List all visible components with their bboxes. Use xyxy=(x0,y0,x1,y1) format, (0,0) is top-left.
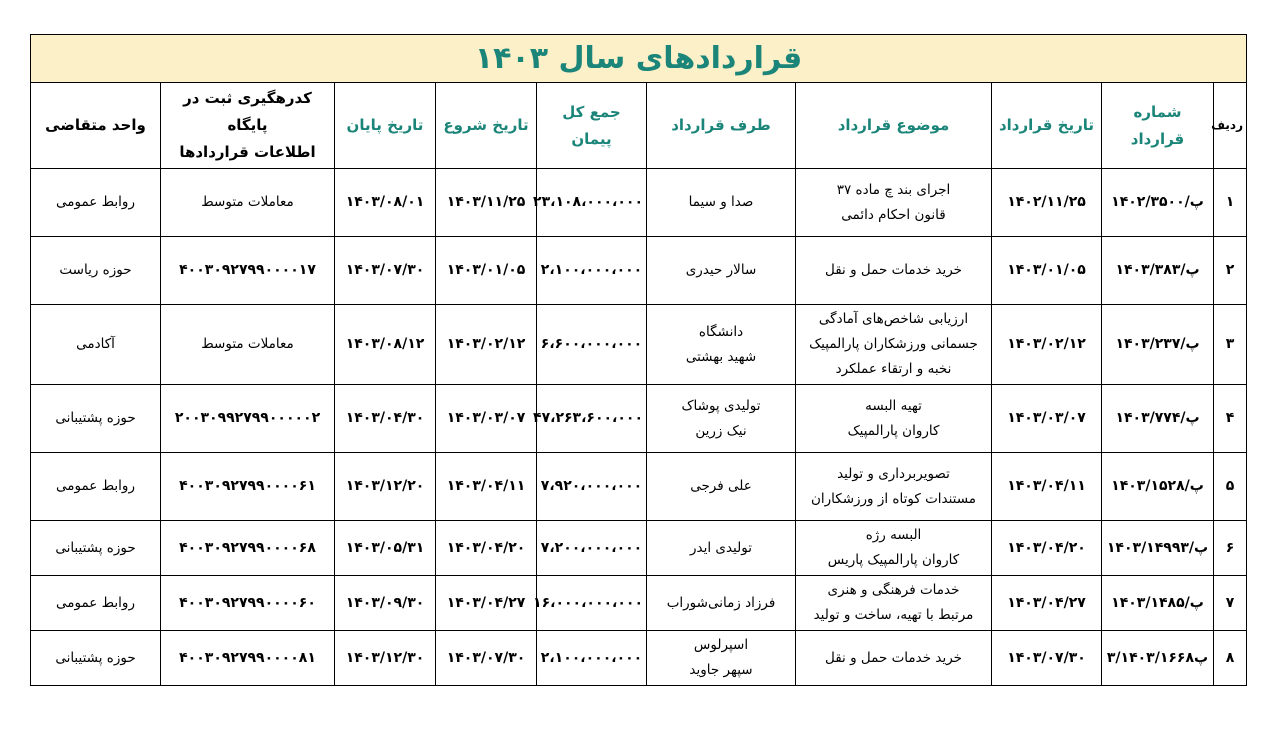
cell-end-date: ۱۴۰۳/۰۵/۳۱ xyxy=(335,521,436,576)
cell-end-date: ۱۴۰۳/۱۲/۲۰ xyxy=(335,453,436,521)
cell-contract-subject-line: جسمانی ورزشکاران پارالمپیک xyxy=(809,336,978,352)
cell-contract-subject xyxy=(796,521,992,576)
header-start-date: تاریخ شروع xyxy=(436,83,537,169)
cell-contract-date: ۱۴۰۳/۰۷/۳۰ xyxy=(992,631,1102,686)
table-row xyxy=(31,385,1247,453)
cell-tracking-code: معاملات متوسط xyxy=(161,169,335,237)
cell-row-number: ۶ xyxy=(1214,521,1247,576)
table-row xyxy=(31,305,1247,385)
cell-start-date: ۱۴۰۳/۱۱/۲۵ xyxy=(436,169,537,237)
cell-contract-party-line: دانشگاه xyxy=(698,323,744,340)
cell-row-number: ۴ xyxy=(1214,385,1247,453)
cell-contract-party-line: اسپرلوس xyxy=(693,637,749,653)
cell-contract-party xyxy=(647,237,796,305)
header-contract-party: طرف قرارداد xyxy=(647,83,796,169)
cell-contract-subject xyxy=(796,631,992,686)
table-row xyxy=(31,631,1247,686)
cell-total-amount: ۲۳،۱۰۸،۰۰۰،۰۰۰ xyxy=(537,169,647,237)
header-contract-date: تاریخ قرارداد xyxy=(992,83,1102,169)
cell-contract-party xyxy=(647,305,796,385)
cell-contract-subject-line: نخبه و ارتقاء عملکرد xyxy=(835,361,952,377)
cell-contract-party-line: علی فرجی xyxy=(690,478,752,494)
cell-tracking-code: ۲۰۰۳۰۹۹۲۷۹۹۰۰۰۰۰۲ xyxy=(161,385,335,453)
cell-contract-subject-line: مستندات کوتاه از ورزشکاران xyxy=(810,490,977,507)
header-tracking-code-line2: اطلاعات قراردادها xyxy=(179,143,316,161)
table-header-row xyxy=(31,83,1247,169)
cell-total-amount: ۷،۲۰۰،۰۰۰،۰۰۰ xyxy=(537,521,647,576)
cell-contract-number: پ/۱۴۰۳/۱۴۸۵ xyxy=(1102,576,1214,631)
cell-contract-number: پ/۱۴۰۲/۳۵۰۰ xyxy=(1102,169,1214,237)
cell-end-date: ۱۴۰۳/۱۲/۳۰ xyxy=(335,631,436,686)
cell-start-date: ۱۴۰۳/۰۳/۰۷ xyxy=(436,385,537,453)
cell-start-date: ۱۴۰۳/۰۱/۰۵ xyxy=(436,237,537,305)
cell-total-amount: ۶،۶۰۰،۰۰۰،۰۰۰ xyxy=(537,305,647,385)
cell-contract-party xyxy=(647,576,796,631)
cell-requesting-unit: حوزه پشتیبانی xyxy=(31,385,161,453)
cell-tracking-code: ۴۰۰۳۰۹۲۷۹۹۰۰۰۰۸۱ xyxy=(161,631,335,686)
cell-contract-date: ۱۴۰۳/۰۳/۰۷ xyxy=(992,385,1102,453)
cell-contract-date: ۱۴۰۳/۰۴/۲۰ xyxy=(992,521,1102,576)
cell-contract-subject-line: ارزیابی شاخص‌های آمادگی xyxy=(818,311,969,327)
cell-start-date: ۱۴۰۳/۰۷/۳۰ xyxy=(436,631,537,686)
cell-contract-party-line: صدا و سیما xyxy=(688,194,754,210)
cell-contract-party xyxy=(647,385,796,453)
cell-requesting-unit: حوزه ریاست xyxy=(31,237,161,305)
cell-tracking-code: معاملات متوسط xyxy=(161,305,335,385)
cell-tracking-code: ۴۰۰۳۰۹۲۷۹۹۰۰۰۰۶۱ xyxy=(161,453,335,521)
cell-requesting-unit: روابط عمومی xyxy=(31,576,161,631)
header-tracking-code-line1: کدرهگیری ثبت در پایگاه xyxy=(183,89,312,134)
cell-contract-number: پ/۱۴۰۳/۲۳۷ xyxy=(1102,305,1214,385)
cell-tracking-code: ۴۰۰۳۰۹۲۷۹۹۰۰۰۰۱۷ xyxy=(161,237,335,305)
cell-contract-party-line: تولیدی پوشاک xyxy=(681,397,761,414)
cell-contract-party-line: سالار حیدری xyxy=(685,262,757,278)
cell-contract-number: پ/۱۴۰۳/۱۴۹۹۳ xyxy=(1102,521,1214,576)
cell-contract-party-line: فرزاد زمانی‌شوراب xyxy=(666,594,776,611)
cell-row-number: ۲ xyxy=(1214,237,1247,305)
cell-row-number: ۵ xyxy=(1214,453,1247,521)
cell-total-amount: ۴۷،۲۶۳،۶۰۰،۰۰۰ xyxy=(537,385,647,453)
cell-row-number: ۳ xyxy=(1214,305,1247,385)
cell-contract-subject xyxy=(796,453,992,521)
cell-contract-subject-line: خرید خدمات حمل و نقل xyxy=(825,262,962,278)
cell-contract-party-line: سپهر جاوید xyxy=(689,662,753,678)
cell-contract-subject xyxy=(796,576,992,631)
cell-contract-subject-line: مرتبط با تهیه، ساخت و تولید xyxy=(813,607,974,623)
cell-row-number: ۸ xyxy=(1214,631,1247,686)
cell-contract-date: ۱۴۰۳/۰۲/۱۲ xyxy=(992,305,1102,385)
cell-contract-number: پ/۱۴۰۳/۱۵۲۸ xyxy=(1102,453,1214,521)
cell-row-number: ۷ xyxy=(1214,576,1247,631)
cell-contract-subject xyxy=(796,169,992,237)
cell-total-amount: ۷،۹۲۰،۰۰۰،۰۰۰ xyxy=(537,453,647,521)
page-title: قراردادهای سال ۱۴۰۳ xyxy=(31,35,1247,83)
cell-contract-subject xyxy=(796,385,992,453)
cell-start-date: ۱۴۰۳/۰۴/۱۱ xyxy=(436,453,537,521)
cell-total-amount: ۲،۱۰۰،۰۰۰،۰۰۰ xyxy=(537,237,647,305)
header-requesting-unit: واحد متقاضی xyxy=(31,83,161,169)
cell-contract-subject-line: تصویربرداری و تولید xyxy=(837,465,950,482)
cell-contract-party-line: نیک زرین xyxy=(695,422,747,439)
cell-contract-subject xyxy=(796,237,992,305)
header-row-number: ردیف xyxy=(1214,83,1247,169)
cell-total-amount: ۲،۱۰۰،۰۰۰،۰۰۰ xyxy=(537,631,647,686)
cell-end-date: ۱۴۰۳/۰۷/۳۰ xyxy=(335,237,436,305)
contracts-table xyxy=(30,34,1247,686)
cell-contract-party-line: شهید بهشتی xyxy=(685,348,757,365)
cell-contract-subject-line: اجرای بند چ ماده ۳۷ xyxy=(836,181,951,198)
cell-contract-subject-line: خدمات فرهنگی و هنری xyxy=(827,582,960,598)
cell-contract-subject-line: قانون احکام دائمی xyxy=(841,206,946,223)
cell-contract-date: ۱۴۰۳/۰۴/۱۱ xyxy=(992,453,1102,521)
cell-start-date: ۱۴۰۳/۰۲/۱۲ xyxy=(436,305,537,385)
header-tracking-code xyxy=(161,83,335,169)
header-contract-number: شماره قرارداد xyxy=(1102,83,1214,169)
cell-contract-subject-line: کاروان پارالمپیک پاریس xyxy=(827,552,960,568)
header-contract-subject: موضوع قرارداد xyxy=(796,83,992,169)
cell-row-number: ۱ xyxy=(1214,169,1247,237)
cell-contract-date: ۱۴۰۳/۰۱/۰۵ xyxy=(992,237,1102,305)
cell-requesting-unit: روابط عمومی xyxy=(31,453,161,521)
table-row xyxy=(31,576,1247,631)
table-row xyxy=(31,237,1247,305)
cell-start-date: ۱۴۰۳/۰۴/۲۰ xyxy=(436,521,537,576)
cell-contract-number: پ۳/۱۴۰۳/۱۶۶۸ xyxy=(1102,631,1214,686)
cell-contract-number: پ/۱۴۰۳/۳۸۳ xyxy=(1102,237,1214,305)
table-row xyxy=(31,521,1247,576)
cell-tracking-code: ۴۰۰۳۰۹۲۷۹۹۰۰۰۰۶۰ xyxy=(161,576,335,631)
cell-contract-party xyxy=(647,169,796,237)
cell-tracking-code: ۴۰۰۳۰۹۲۷۹۹۰۰۰۰۶۸ xyxy=(161,521,335,576)
cell-requesting-unit: آکادمی xyxy=(31,305,161,385)
cell-contract-party-line: تولیدی ایدر xyxy=(690,539,752,556)
cell-contract-date: ۱۴۰۲/۱۱/۲۵ xyxy=(992,169,1102,237)
header-total-amount: جمع کل پیمان xyxy=(537,83,647,169)
table-row xyxy=(31,453,1247,521)
cell-contract-subject-line: البسه رژه xyxy=(865,527,922,543)
cell-start-date: ۱۴۰۳/۰۴/۲۷ xyxy=(436,576,537,631)
cell-contract-party xyxy=(647,453,796,521)
cell-end-date: ۱۴۰۳/۰۸/۰۱ xyxy=(335,169,436,237)
cell-contract-number: پ/۱۴۰۳/۷۷۴ xyxy=(1102,385,1214,453)
cell-contract-subject xyxy=(796,305,992,385)
cell-contract-party xyxy=(647,631,796,686)
cell-end-date: ۱۴۰۳/۰۴/۳۰ xyxy=(335,385,436,453)
cell-contract-party xyxy=(647,521,796,576)
cell-requesting-unit: حوزه پشتیبانی xyxy=(31,631,161,686)
cell-contract-subject-line: خرید خدمات حمل و نقل xyxy=(825,649,962,666)
cell-contract-subject-line: تهیه البسه xyxy=(865,397,922,414)
table-body xyxy=(31,169,1247,686)
cell-contract-subject-line: کاروان پارالمپیک xyxy=(847,422,940,439)
header-end-date: تاریخ پایان xyxy=(335,83,436,169)
table-row xyxy=(31,169,1247,237)
cell-requesting-unit: حوزه پشتیبانی xyxy=(31,521,161,576)
cell-requesting-unit: روابط عمومی xyxy=(31,169,161,237)
cell-total-amount: ۱۶،۰۰۰،۰۰۰،۰۰۰ xyxy=(537,576,647,631)
contracts-table-wrapper xyxy=(30,34,1246,686)
cell-end-date: ۱۴۰۳/۰۹/۳۰ xyxy=(335,576,436,631)
cell-contract-date: ۱۴۰۳/۰۴/۲۷ xyxy=(992,576,1102,631)
cell-end-date: ۱۴۰۳/۰۸/۱۲ xyxy=(335,305,436,385)
